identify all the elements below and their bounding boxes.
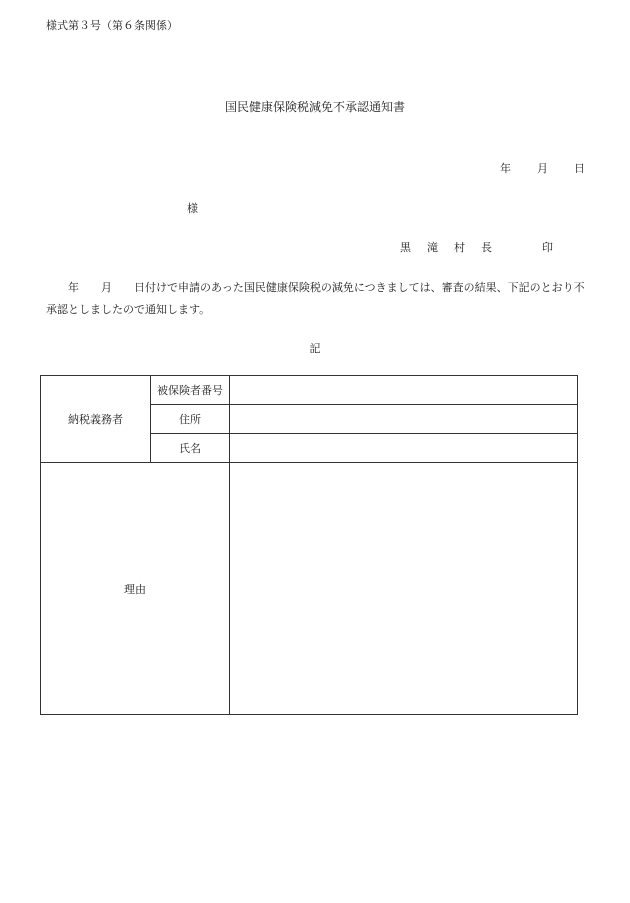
issuer-char-2: 滝 — [427, 241, 438, 254]
name-label: 氏名 — [151, 434, 230, 463]
date-day: 日 — [574, 162, 585, 175]
body-paragraph: 年 月 日付けで申請のあった国民健康保険税の減免につきましては、審査の結果、下記のとおり不承認としましたので通知します。 — [46, 281, 585, 316]
taxpayer-label: 納税義務者 — [41, 376, 151, 463]
ki-label: 記 — [309, 342, 321, 355]
insured-number-value[interactable] — [230, 376, 578, 405]
recipient-honorific: 様 — [187, 202, 198, 215]
issuer-char-1: 黒 — [400, 241, 411, 254]
address-value[interactable] — [230, 405, 578, 434]
date-month: 月 — [537, 162, 548, 175]
address-label: 住所 — [151, 405, 230, 434]
issuer-char-3: 村 — [454, 241, 465, 254]
issuer-line — [400, 239, 553, 255]
reason-value[interactable] — [230, 463, 578, 715]
date-year: 年 — [500, 162, 511, 175]
date-line — [500, 160, 585, 176]
details-table — [40, 375, 578, 715]
document-title: 国民健康保険税減免不承認通知書 — [224, 100, 405, 114]
insured-number-label: 被保険者番号 — [151, 376, 230, 405]
reason-label: 理由 — [41, 463, 230, 715]
issuer-char-4: 長 — [481, 241, 492, 254]
name-value[interactable] — [230, 434, 578, 463]
form-number: 様式第３号（第６条関係） — [46, 19, 178, 32]
seal-mark: 印 — [542, 241, 553, 254]
